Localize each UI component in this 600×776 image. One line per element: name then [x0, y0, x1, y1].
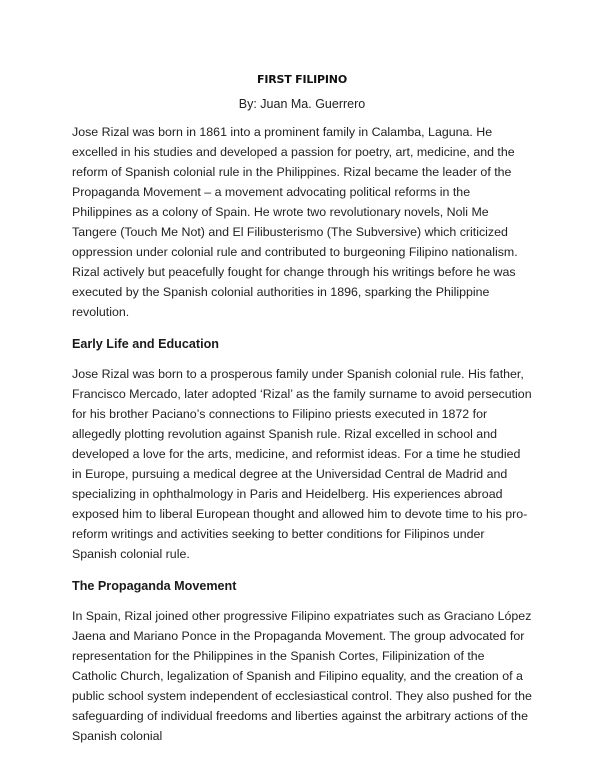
section-paragraph-early-life: Jose Rizal was born to a prosperous family under Spanish colonial rule. His father, Francisco Mercado, later adopted ‘Rizal’ as the family surname to avoid persecution for his brother Paciano’s connections to Filipino priests executed in 1872 for allegedly plotting revolution against Spanish rule. Rizal excelled in school and developed a love for the arts, medicine, and reformist ideas. For a time he studied in Europe, pursuing a medical degree at the Universidad Central de Madrid and specializing in ophthalmology in Paris and Heidelberg. His experiences abroad exposed him to liberal European thought and allowed him to devote time to his pro-reform writings and activities seeking to better conditions for Filipinos under Spanish colonial rule. [72, 367, 532, 561]
section-paragraph-propaganda: In Spain, Rizal joined other progressive Filipino expatriates such as Graciano López Jaena and Mariano Ponce in the Propaganda Movement. The group advocated for representation for the Philippines in the Spanish Cortes, Filipinization of the Catholic Church, legalization of Spanish and Filipino equality, and the creation of a public school system independent of ecclesiastical control. They also pushed for the safeguarding of individual freedoms and liberties against the arbitrary actions of the Spanish colonial [72, 609, 532, 743]
intro-paragraph: Jose Rizal was born in 1861 into a prominent family in Calamba, Laguna. He excelled in his studies and developed a passion for poetry, art, medicine, and the reform of Spanish colonial rule in the Philippines. Rizal became the leader of the Propaganda Movement – a movement advocating political reforms in the Philippines as a colony of Spain. He wrote two revolutionary novels, Noli Me Tangere (Touch Me Not) and El Filibusterismo (The Subversive) which criticized oppression under colonial rule and contributed to burgeoning Filipino nationalism. Rizal actively but peacefully fought for change through his writings before he was executed by the Spanish colonial authorities in 1896, sparking the Philippine revolution. [72, 125, 518, 319]
section-heading-propaganda: The Propaganda Movement [72, 579, 237, 593]
section-heading-early-life: Early Life and Education [72, 337, 219, 351]
document-byline: By: Juan Ma. Guerrero [238, 97, 366, 111]
document-title: FIRST FILIPINO [257, 73, 347, 86]
document-page [72, 72, 532, 758]
